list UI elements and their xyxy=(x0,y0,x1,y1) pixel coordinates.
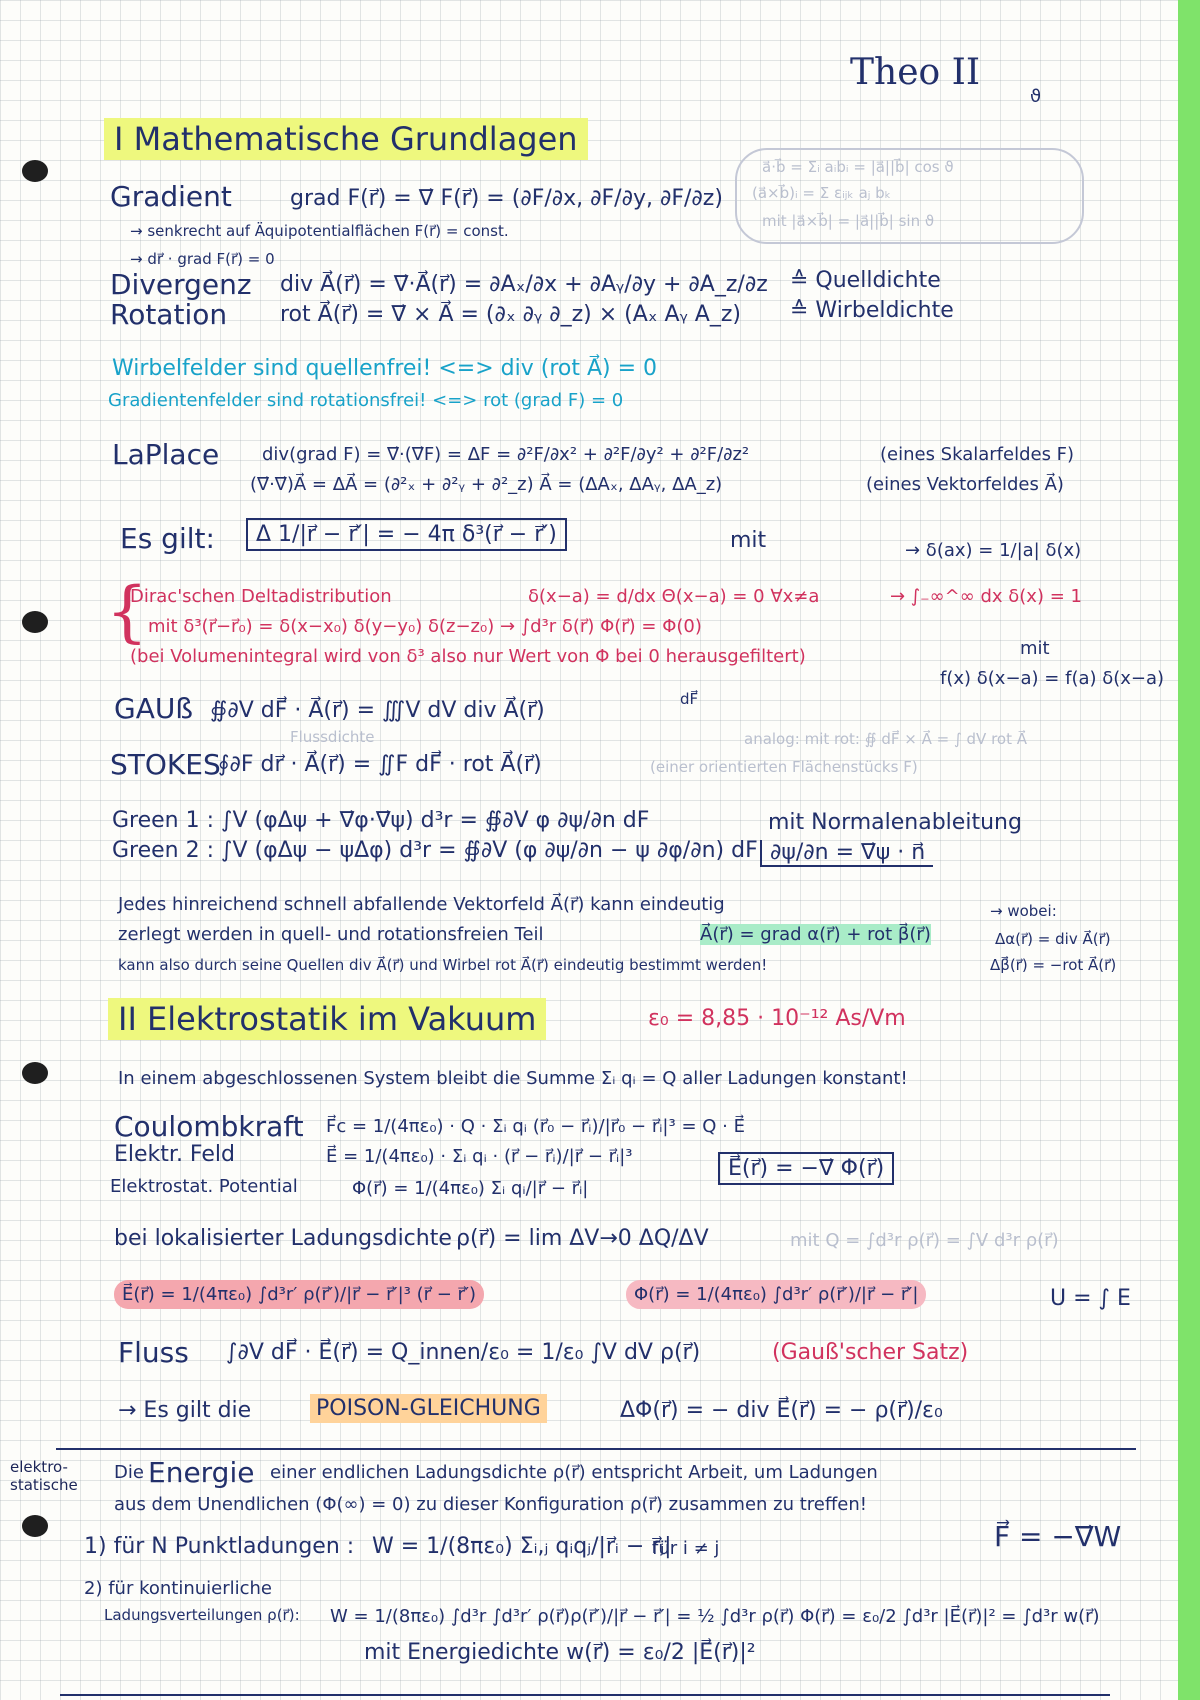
stokes-formula: ∮∂F dr⃗ · A⃗(r⃗) = ∬F dF⃗ · rot A⃗(r⃗) xyxy=(218,752,542,777)
delta-scaling: → δ(ax) = 1/|a| δ(x) xyxy=(905,540,1082,561)
stokes-label: STOKES xyxy=(110,748,221,781)
dirac-side: f(x) δ(x−a) = f(a) δ(x−a) xyxy=(940,668,1165,689)
divergence-meaning: ≙ Quelldichte xyxy=(790,268,941,293)
laplace-vector-note: (eines Vektorfeldes A⃗) xyxy=(866,474,1064,495)
corner-sketch: ϑ xyxy=(1030,86,1042,107)
divergence-label: Divergenz xyxy=(110,268,252,301)
continuous-label1: 2) für kontinuierliche xyxy=(84,1578,272,1599)
flux-note: (Gauß'scher Satz) xyxy=(772,1340,969,1365)
dirac-mit: mit xyxy=(1020,638,1050,659)
bottom-rule xyxy=(60,1694,1110,1696)
normal-derivative-formula: ∂ψ/∂n = ∇⃗ψ · n⃗ xyxy=(760,840,933,867)
continuous-formula: W = 1/(8πε₀) ∫d³r ∫d³r′ ρ(r⃗)ρ(r⃗′)/|r⃗ − r⃗′| = ½ ∫d³r ρ(r⃗) Φ(r⃗) = ε₀/2 ∫d³r |E⃗(r⃗)|² = ∫d³r w(r⃗) xyxy=(330,1606,1100,1627)
helmholtz-line3: kann also durch seine Quellen div A⃗(r⃗) und Wirbel rot A⃗(r⃗) eindeutig bestimmt werden! xyxy=(118,956,768,974)
laplace-scalar: div(grad F) = ∇⃗·(∇⃗F) = ΔF = ∂²F/∂x² + ∂²F/∂y² + ∂²F/∂z² xyxy=(262,444,750,465)
section1-heading: I Mathematische Grundlagen xyxy=(104,118,588,160)
cross-abs: mit |a⃗×b⃗| = |a⃗||b⃗| sin ϑ xyxy=(762,212,935,230)
helmholtz-decomposition: A⃗(r⃗) = grad α(r⃗) + rot β⃗(r⃗) xyxy=(700,924,931,945)
energy-text-a: Die xyxy=(114,1462,144,1483)
margin-note: elektro-statische xyxy=(10,1458,78,1494)
potential-integral: Φ(r⃗) = 1/(4πε₀) ∫d³r′ ρ(r⃗′)/|r⃗ − r⃗′| xyxy=(626,1280,926,1309)
rotation-free-line: Gradientenfelder sind rotationsfrei! <=> rot (grad F) = 0 xyxy=(108,390,624,411)
poisson-equation: ΔΦ(r⃗) = − div E⃗(r⃗) = − ρ(r⃗)/ε₀ xyxy=(620,1398,943,1423)
divergence-formula: div A⃗(r⃗) = ∇⃗·A⃗(r⃗) = ∂Aₓ/∂x + ∂Aᵧ/∂y + ∂A_z/∂z xyxy=(280,272,768,297)
epsilon-zero: ε₀ = 8,85 · 10⁻¹² As/Vm xyxy=(648,1006,906,1031)
punch-hole xyxy=(22,1515,48,1537)
gauss-rot-aside: analog: mit rot: ∯ dF⃗ × A⃗ = ∫ dV rot A⃗ xyxy=(744,730,1028,748)
punch-hole xyxy=(22,1062,48,1084)
dirac-3d: mit δ³(r⃗−r⃗₀) = δ(x−x₀) δ(y−y₀) δ(z−z₀) → ∫d³r δ(r⃗) Φ(r⃗) = Φ(0) xyxy=(148,616,702,637)
continuous-label2: Ladungsverteilungen ρ(r⃗): xyxy=(104,1606,300,1624)
green2: Green 2 : ∫V (φΔψ − ψΔφ) d³r = ∯∂V (φ ∂ψ/∂n − ψ ∂φ/∂n) dF xyxy=(112,838,758,863)
punch-hole xyxy=(22,160,48,182)
energy-text-b: einer endlichen Ladungsdichte ρ(r⃗) entspricht Arbeit, um Ladungen xyxy=(270,1462,878,1483)
helmholtz-side1: → wobei: xyxy=(990,902,1057,920)
page-title: Theo II xyxy=(850,52,981,93)
coulomb-label: Coulombkraft xyxy=(114,1110,304,1143)
energy-keyword: Energie xyxy=(148,1456,255,1489)
green1: Green 1 : ∫V (φΔψ + ∇⃗φ·∇⃗ψ) d³r = ∯∂V φ ∂ψ/∂n dF xyxy=(112,808,650,833)
rotation-label: Rotation xyxy=(110,298,228,331)
gauss-formula: ∯∂V dF⃗ · A⃗(r⃗) = ∭V dV div A⃗(r⃗) xyxy=(210,698,545,723)
normal-derivative-label: mit Normalenableitung xyxy=(768,810,1022,835)
dirac-brace: { xyxy=(106,573,148,650)
stokes-aside: (einer orientierten Flächenstücks F) xyxy=(650,758,918,776)
gauss-df: dF⃗ xyxy=(680,690,699,708)
density-definition: ρ(r⃗) = lim ΔV→0 ΔQ/ΔV xyxy=(456,1226,709,1251)
dirac-filter-note: (bei Volumenintegral wird von δ³ also nur Wert von Φ bei 0 herausgefiltert) xyxy=(130,646,806,667)
efield-integral: E⃗(r⃗) = 1/(4πε₀) ∫d³r′ ρ(r⃗′)/|r⃗ − r⃗′|³ (r⃗ − r⃗′) xyxy=(114,1280,484,1309)
dot-product: a⃗·b⃗ = Σᵢ aᵢbᵢ = |a⃗||b⃗| cos ϑ xyxy=(762,158,954,176)
efield-label: Elektr. Feld xyxy=(114,1142,235,1167)
force-energy-relation: F⃗ = −∇⃗W xyxy=(994,1520,1122,1553)
density-intro: bei lokalisierter Ladungsdichte xyxy=(114,1226,452,1251)
coulomb-formula: F⃗c = 1/(4πε₀) · Q · Σᵢ qᵢ (r⃗₀ − r⃗ᵢ)/|r⃗₀ − r⃗ᵢ|³ = Q · E⃗ xyxy=(326,1116,745,1137)
helmholtz-side3: Δβ⃗(r⃗) = −rot A⃗(r⃗) xyxy=(990,956,1117,974)
charge-conservation: In einem abgeschlossenen System bleibt die Summe Σᵢ qᵢ = Q aller Ladungen konstant! xyxy=(118,1068,908,1089)
dirac-definition: δ(x−a) = d/dx Θ(x−a) = 0 ∀x≠a xyxy=(528,586,820,607)
gauss-label: GAUß xyxy=(114,692,193,725)
laplace-label: LaPlace xyxy=(112,438,220,471)
poisson-name: POISON-GLEICHUNG xyxy=(310,1394,547,1423)
rotation-formula: rot A⃗(r⃗) = ∇⃗ × A⃗ = (∂ₓ ∂ᵧ ∂_z) × (Aₓ Aᵧ A_z) xyxy=(280,302,741,327)
es-gilt-label: Es gilt: xyxy=(120,522,215,555)
gradient-formula: grad F(r⃗) = ∇⃗ F(r⃗) = (∂F/∂x, ∂F/∂y, ∂F/∂z) xyxy=(290,186,723,211)
efield-gradient-box: E⃗(r⃗) = −∇⃗ Φ(r⃗) xyxy=(718,1152,894,1185)
laplace-scalar-note: (eines Skalarfeldes F) xyxy=(880,444,1075,465)
gauss-sub: Flussdichte xyxy=(290,728,375,746)
helmholtz-side2: Δα(r⃗) = div A⃗(r⃗) xyxy=(995,930,1111,948)
section-divider xyxy=(56,1448,1136,1450)
page-edge xyxy=(1178,0,1200,1700)
potential-label: Elektrostat. Potential xyxy=(110,1176,298,1197)
cross-product: (a⃗×b⃗)ᵢ = Σ εᵢⱼₖ aⱼ bₖ xyxy=(752,184,892,202)
density-mit: mit Q = ∫d³r ρ(r⃗) = ∫V d³r ρ(r⃗) xyxy=(790,1230,1059,1251)
voltage-relation: U = ∫ E xyxy=(1050,1286,1131,1311)
efield-formula: E⃗ = 1/(4πε₀) · Σᵢ qᵢ · (r⃗ − r⃗ᵢ)/|r⃗ − r⃗ᵢ|³ xyxy=(326,1146,633,1167)
flux-label: Fluss xyxy=(118,1336,189,1369)
point-charges-formula: W = 1/(8πε₀) Σᵢ,ⱼ qᵢqⱼ/|r⃗ᵢ − r⃗ⱼ| xyxy=(372,1534,672,1559)
poisson-intro: → Es gilt die xyxy=(118,1398,252,1423)
point-charges-label: 1) für N Punktladungen : xyxy=(84,1534,355,1559)
flux-formula: ∫∂V dF⃗ · E⃗(r⃗) = Q_innen/ε₀ = 1/ε₀ ∫V dV ρ(r⃗) xyxy=(226,1340,701,1365)
helmholtz-line1: Jedes hinreichend schnell abfallende Vektorfeld A⃗(r⃗) kann eindeutig xyxy=(118,894,725,915)
gradient-note2: → dr⃗ · grad F(r⃗) = 0 xyxy=(130,250,275,268)
source-free-line: Wirbelfelder sind quellenfrei! <=> div (rot A⃗) = 0 xyxy=(112,356,658,381)
gradient-label: Gradient xyxy=(110,180,232,213)
rotation-meaning: ≙ Wirbeldichte xyxy=(790,298,954,323)
energy-density: mit Energiedichte w(r⃗) = ε₀/2 |E⃗(r⃗)|² xyxy=(364,1640,756,1665)
dirac-normalization: → ∫₋∞^∞ dx δ(x) = 1 xyxy=(890,586,1082,607)
helmholtz-line2a: zerlegt werden in quell- und rotationsfreien Teil xyxy=(118,924,544,945)
dirac-title: Dirac'schen Deltadistribution xyxy=(130,586,392,607)
potential-formula: Φ(r⃗) = 1/(4πε₀) Σᵢ qᵢ/|r⃗ − r⃗ᵢ| xyxy=(352,1178,589,1199)
green-function-box: Δ 1/|r⃗ − r⃗′| = − 4π δ³(r⃗ − r⃗′) xyxy=(246,518,567,551)
energy-text-c: aus dem Unendlichen (Φ(∞) = 0) zu dieser Konfiguration ρ(r⃗) zusammen zu treffen! xyxy=(114,1494,867,1515)
point-charges-condition: für i ≠ j xyxy=(652,1538,720,1559)
laplace-vector: (∇⃗·∇⃗)A⃗ = ΔA⃗ = (∂²ₓ + ∂²ᵧ + ∂²_z) A⃗ = (ΔAₓ, ΔAᵧ, ΔA_z) xyxy=(250,474,723,495)
gradient-note1: → senkrecht auf Äquipotentialflächen F(r⃗) = const. xyxy=(130,222,509,240)
es-gilt-mit: mit xyxy=(730,528,767,553)
punch-hole xyxy=(22,611,48,633)
section2-heading: II Elektrostatik im Vakuum xyxy=(108,998,546,1040)
